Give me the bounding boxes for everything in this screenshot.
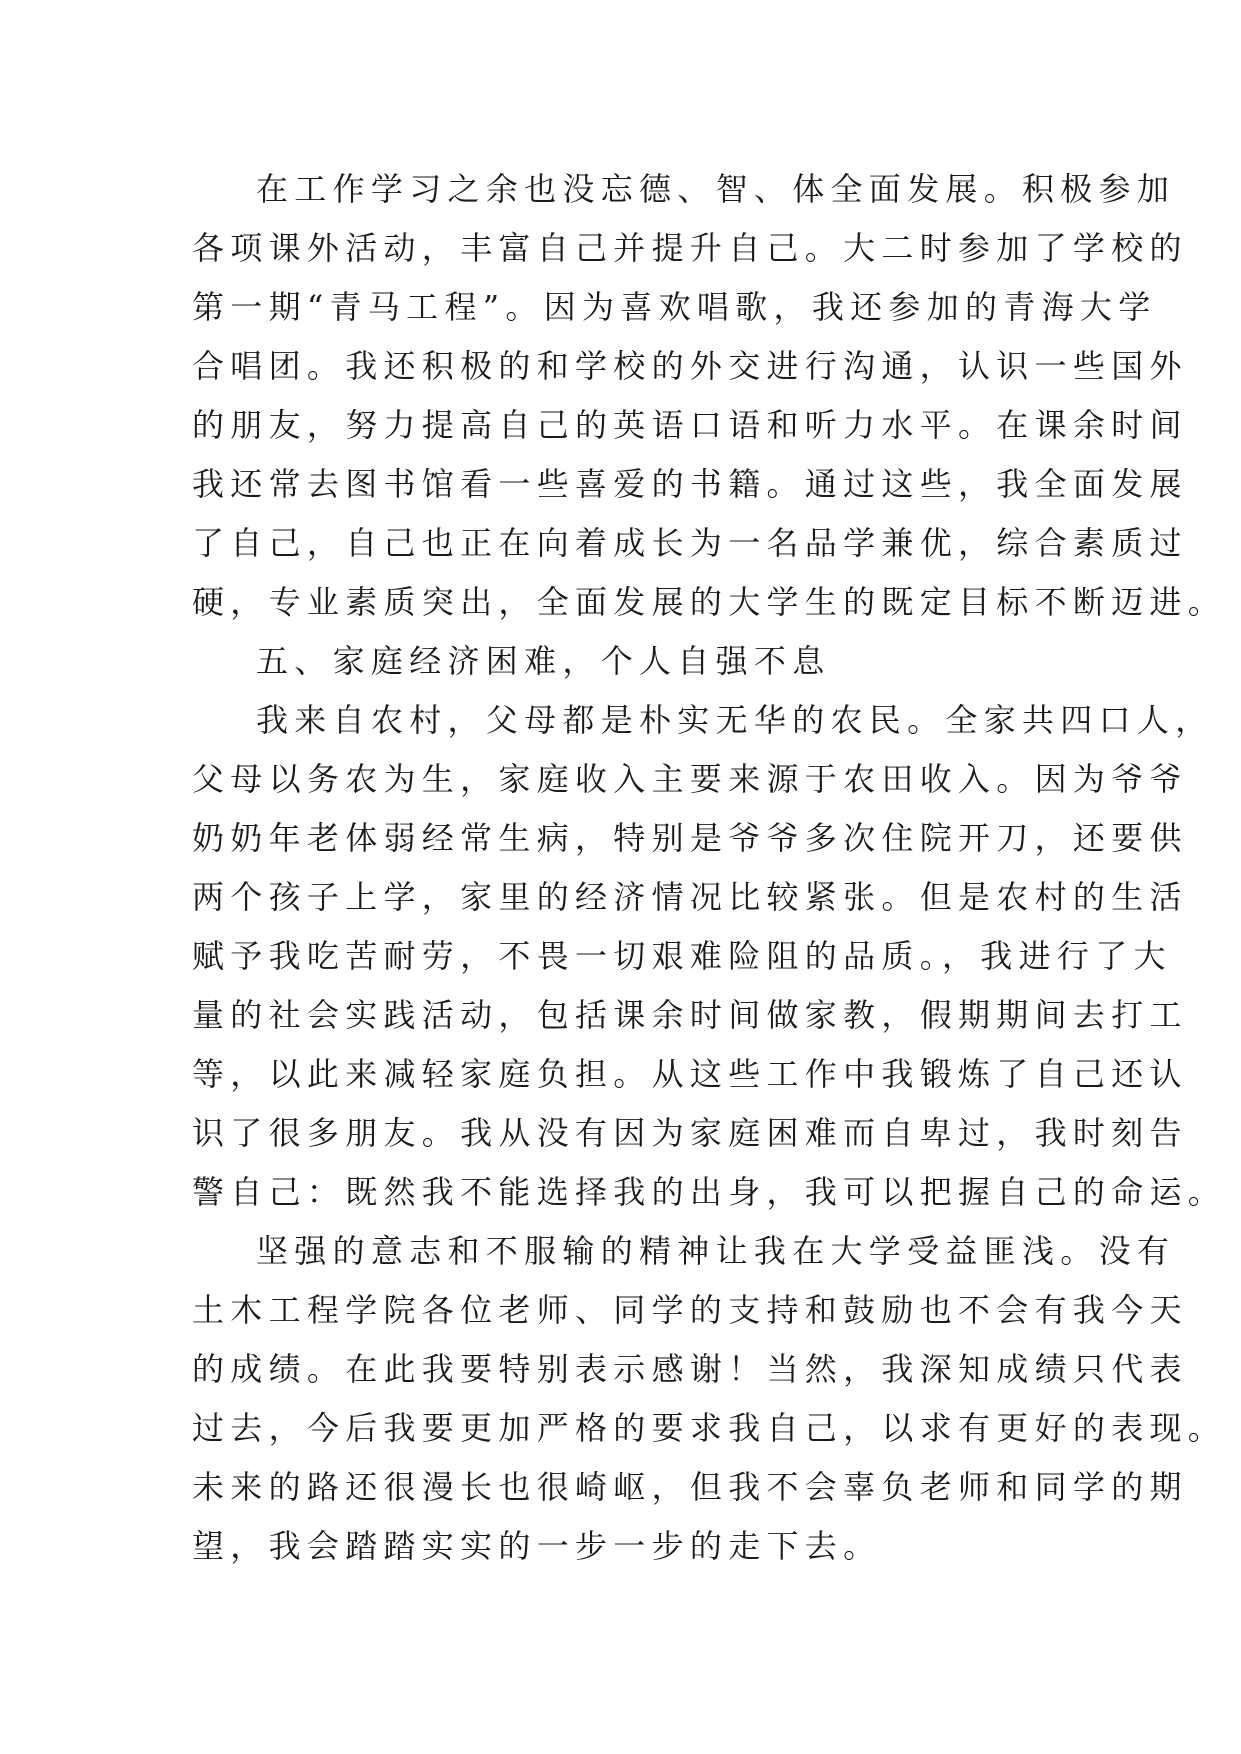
text-line-15: 量的社会实践活动，包括课余时间做家教，假期期间去打工 — [192, 996, 1188, 1034]
text-line-22: 过去，今后我要更加严格的要求我自己，以求有更好的表现。 — [192, 1409, 1227, 1447]
text-line-18: 警自己：既然我不能选择我的出身，我可以把握自己的命运。 — [192, 1173, 1227, 1211]
text-line-21: 的成绩。在此我要特别表示感谢！当然，我深知成绩只代表 — [192, 1350, 1188, 1388]
text-line-23: 未来的路还很漫长也很崎岖，但我不会辜负老师和同学的期 — [192, 1468, 1188, 1506]
document-body — [192, 160, 1227, 1576]
text-line-11: 父母以务农为生，家庭收入主要来源于农田收入。因为爷爷 — [192, 760, 1188, 798]
text-line-5: 的朋友，努力提高自己的英语口语和听力水平。在课余时间 — [192, 406, 1188, 444]
text-line-19: 坚强的意志和不服输的精神让我在大学受益匪浅。没有 — [256, 1232, 1176, 1270]
text-line-3: 第一期“青马工程”。因为喜欢唱歌，我还参加的青海大学 — [192, 288, 1157, 326]
text-line-6: 我还常去图书馆看一些喜爱的书籍。通过这些，我全面发展 — [192, 465, 1188, 503]
text-line-13: 两个孩子上学，家里的经济情况比较紧张。但是农村的生活 — [192, 878, 1188, 916]
text-line-1: 在工作学习之余也没忘德、智、体全面发展。积极参加 — [256, 170, 1176, 208]
text-line-7: 了自己，自己也正在向着成长为一名品学兼优，综合素质过 — [192, 524, 1188, 562]
text-line-2: 各项课外活动，丰富自己并提升自己。大二时参加了学校的 — [192, 229, 1188, 267]
text-line-8: 硬，专业素质突出，全面发展的大学生的既定目标不断迈进。 — [192, 583, 1227, 621]
text-line-14: 赋予我吃苦耐劳，不畏一切艰难险阻的品质。，我进行了大 — [192, 937, 1172, 975]
text-line-12: 奶奶年老体弱经常生病，特别是爷爷多次住院开刀，还要供 — [192, 819, 1188, 857]
text-line-16: 等，以此来减轻家庭负担。从这些工作中我锻炼了自己还认 — [192, 1055, 1188, 1093]
text-line-17: 识了很多朋友。我从没有因为家庭困难而自卑过，我时刻告 — [192, 1114, 1188, 1152]
text-line-4: 合唱团。我还积极的和学校的外交进行沟通，认识一些国外 — [192, 347, 1188, 385]
text-line-24: 望，我会踏踏实实的一步一步的走下去。 — [192, 1527, 882, 1565]
section-heading: 五、家庭经济困难，个人自强不息 — [256, 642, 831, 680]
text-line-10: 我来自农村，父母都是朴实无华的农民。全家共四口人， — [256, 701, 1214, 739]
text-line-20: 土木工程学院各位老师、同学的支持和鼓励也不会有我今天 — [192, 1291, 1188, 1329]
